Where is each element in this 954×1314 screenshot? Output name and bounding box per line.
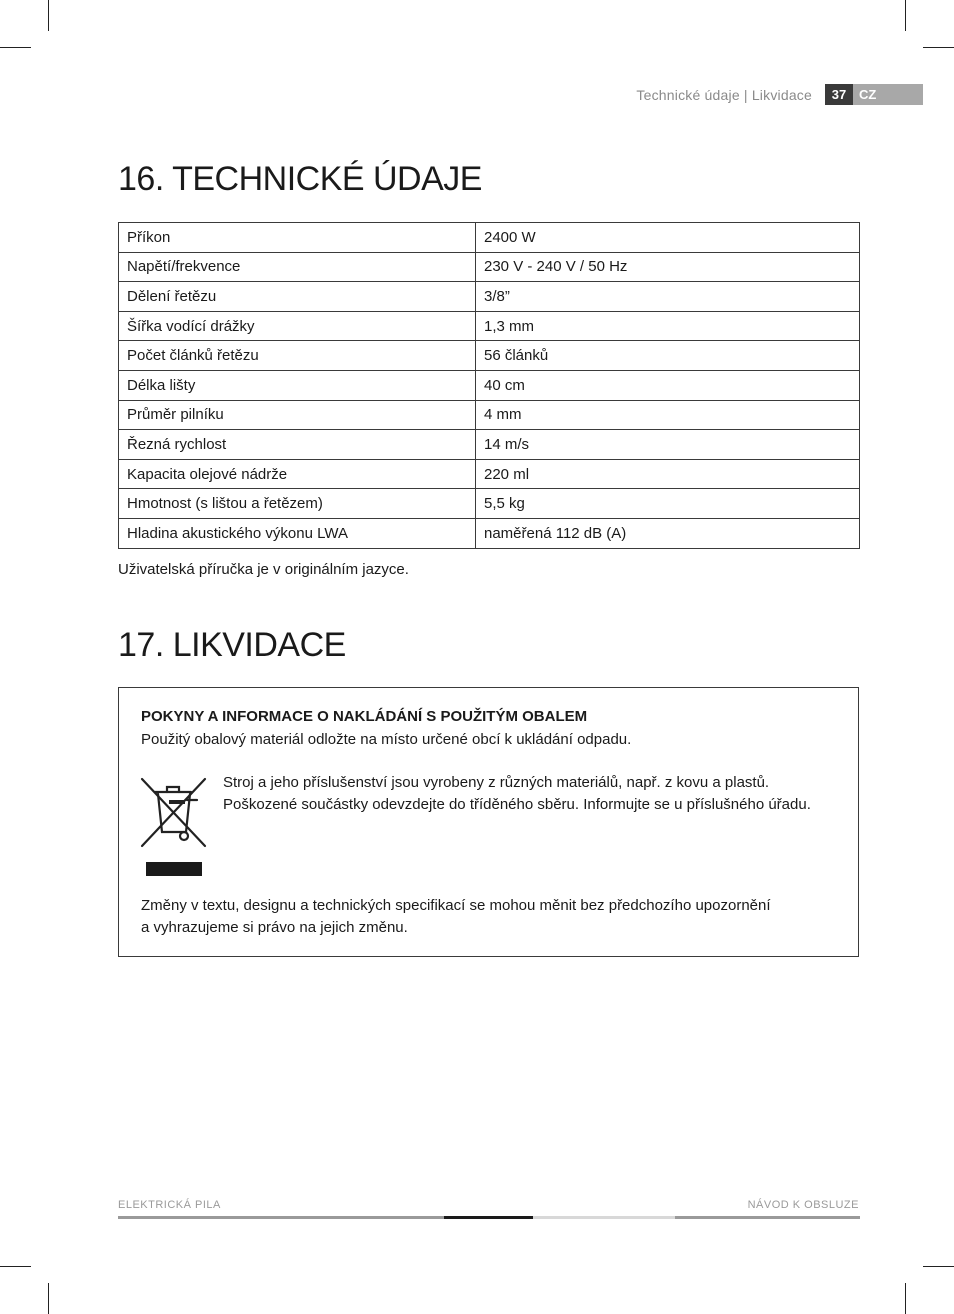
table-row <box>119 311 860 341</box>
disposal-info-box <box>118 687 859 957</box>
packaging-text: Použitý obalový materiál odložte na místo určené obcí k ukládání odpadu. <box>141 731 632 748</box>
table-row <box>119 370 860 400</box>
footer-bar-segment <box>675 1216 860 1219</box>
table-row <box>119 459 860 489</box>
spec-label: Šířka vodící drážky <box>119 311 476 341</box>
footer-product-name: ELEKTRICKÁ PILA <box>118 1199 221 1211</box>
crop-mark <box>48 1283 49 1314</box>
table-row <box>119 252 860 282</box>
spec-label: Hladina akustického výkonu LWA <box>119 518 476 548</box>
spec-label: Počet článků řetězu <box>119 341 476 371</box>
spec-label: Řezná rychlost <box>119 430 476 460</box>
spec-label: Délka lišty <box>119 370 476 400</box>
spec-value: 220 ml <box>476 459 860 489</box>
box-title: POKYNY A INFORMACE O NAKLÁDÁNÍ S POUŽITÝM OBALEM <box>141 708 588 725</box>
disclaimer-line-1: Změny v textu, designu a technických specifikací se mohou měnit bez předchozího upozornění <box>141 897 771 914</box>
crop-mark <box>48 0 49 31</box>
crop-mark <box>0 47 31 48</box>
table-row <box>119 400 860 430</box>
crossed-out-wheelie-bin-icon <box>139 774 209 878</box>
crop-mark <box>0 1266 31 1267</box>
spec-value: 56 článků <box>476 341 860 371</box>
spec-label: Hmotnost (s lištou a řetězem) <box>119 489 476 519</box>
table-row <box>119 489 860 519</box>
weee-text-line-1: Stroj a jeho příslušenství jsou vyrobeny z různých materiálů, např. z kovu a plastů. <box>223 774 770 791</box>
crop-mark <box>905 1283 906 1314</box>
footer-manual-label: NÁVOD K OBSLUZE <box>747 1199 859 1211</box>
table-row <box>119 341 860 371</box>
page-badge <box>825 84 923 105</box>
spec-label: Dělení řetězu <box>119 282 476 312</box>
section-title-technical-data: 16. TECHNICKÉ ÚDAJE <box>118 160 482 198</box>
table-row <box>119 430 860 460</box>
spec-value: 14 m/s <box>476 430 860 460</box>
language-code: CZ <box>853 84 923 105</box>
spec-value: 2400 W <box>476 223 860 253</box>
spec-label: Příkon <box>119 223 476 253</box>
footer-bar-segment <box>444 1216 533 1219</box>
spec-value: 1,3 mm <box>476 311 860 341</box>
weee-text-line-2: Poškozené součástky odevzdejte do tříděného sběru. Informujte se u příslušného úřadu. <box>223 796 811 813</box>
language-note: Uživatelská příručka je v originálním jazyce. <box>118 561 409 578</box>
spec-value: 3/8” <box>476 282 860 312</box>
footer-bar-segment <box>533 1216 675 1219</box>
spec-value: 230 V - 240 V / 50 Hz <box>476 252 860 282</box>
section-title-disposal: 17. LIKVIDACE <box>118 626 346 664</box>
table-row <box>119 282 860 312</box>
spec-label: Napětí/frekvence <box>119 252 476 282</box>
disclaimer-line-2: a vyhrazujeme si právo na jejich změnu. <box>141 919 408 936</box>
spec-value: naměřená 112 dB (A) <box>476 518 860 548</box>
running-header: Technické údaje | Likvidace <box>636 87 812 103</box>
footer-bar-segment <box>118 1216 444 1219</box>
crop-mark <box>923 47 954 48</box>
crop-mark <box>905 0 906 31</box>
page-number: 37 <box>825 84 853 105</box>
crop-mark <box>923 1266 954 1267</box>
spec-value: 4 mm <box>476 400 860 430</box>
table-row <box>119 518 860 548</box>
table-row <box>119 223 860 253</box>
spec-label: Kapacita olejové nádrže <box>119 459 476 489</box>
spec-label: Průměr pilníku <box>119 400 476 430</box>
spec-value: 40 cm <box>476 370 860 400</box>
specs-table <box>118 222 860 549</box>
spec-value: 5,5 kg <box>476 489 860 519</box>
